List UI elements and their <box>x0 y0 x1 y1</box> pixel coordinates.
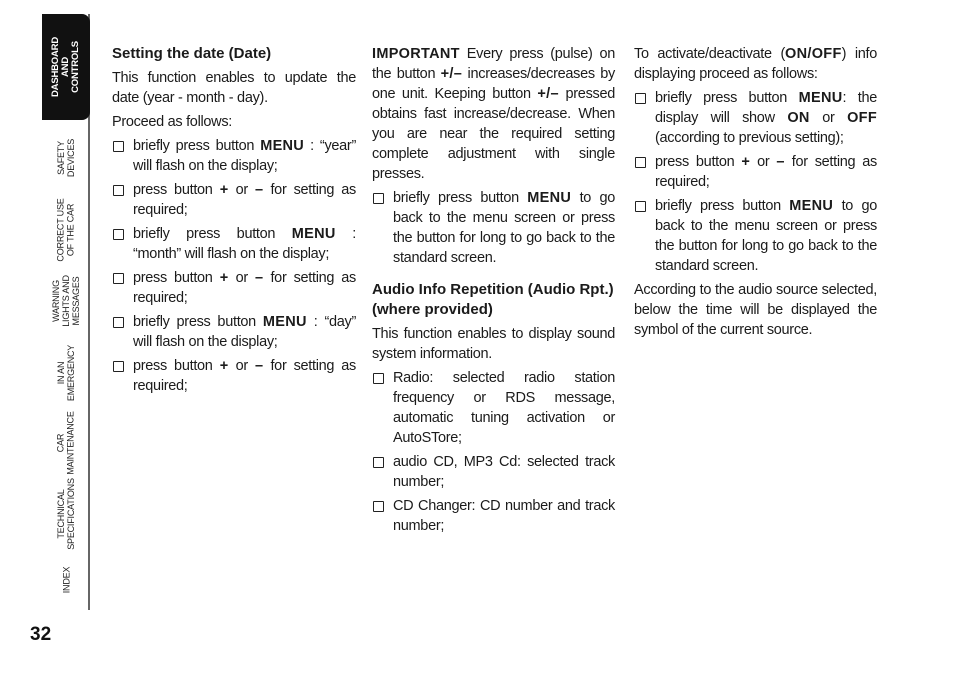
checkbox-bullet-icon <box>113 317 124 328</box>
paragraph-important: IMPORTANT Every press (pulse) on the button +/– increases/decreases by one unit. Keeping button +/– pressed obtains fast increase/decrease. When you are near the required setting complete adjustment with single presses. <box>372 46 616 182</box>
checkbox-bullet-icon <box>373 193 384 204</box>
checkbox-bullet-icon <box>113 141 124 152</box>
checkbox-bullet-icon <box>373 373 384 384</box>
list-item: briefly press button MENU : “month” will flash on the display; <box>112 224 356 264</box>
tab-car-maintenance[interactable] <box>42 408 90 478</box>
column-1 <box>112 44 356 400</box>
tab-in-an-emergency[interactable] <box>42 338 90 408</box>
list-item: press button + or – for setting as required; <box>112 356 356 396</box>
list-item: press button + or – for setting as required; <box>112 180 356 220</box>
checkbox-bullet-icon <box>635 93 646 104</box>
page-number: 32 <box>30 624 52 645</box>
list-item: press button + or – for setting as required; <box>634 152 877 192</box>
paragraph-proceed: Proceed as follows: <box>112 114 233 130</box>
tab-label: CAR MAINTENANCE <box>56 411 76 475</box>
section-heading-audio-info: Audio Info Repetition (Audio Rpt.) (where provided) <box>372 281 614 318</box>
tab-label: TECHNICAL SPECIFICATIONS <box>56 478 77 550</box>
list-item: briefly press button MENU : “day” will flash on the display; <box>112 312 356 352</box>
chapter-sidebar <box>0 0 100 692</box>
tab-label: INDEX <box>60 566 71 594</box>
paragraph-intro: This function enables to display sound system information. <box>372 326 615 362</box>
checkbox-bullet-icon <box>373 457 384 468</box>
tab-correct-use-of-the-car[interactable] <box>42 196 90 264</box>
checkbox-bullet-icon <box>635 157 646 168</box>
list-item: Radio: selected radio station frequency or RDS message, automatic tuning activation or AutoSTore; <box>372 368 615 448</box>
important-label: IMPORTANT <box>372 46 460 62</box>
tab-index[interactable] <box>42 550 90 610</box>
list-item: briefly press button MENU : “year” will flash on the display; <box>112 136 356 176</box>
paragraph-intro: To activate/deactivate (ON/OFF) info displaying proceed as follows: <box>634 46 878 82</box>
list-item: briefly press button MENU to go back to the menu screen or press the button for long to go back to the standard screen. <box>372 188 615 268</box>
checkbox-bullet-icon <box>113 185 124 196</box>
tab-technical-specifications[interactable] <box>42 478 90 550</box>
tab-label: CORRECT USE OF THE CAR <box>56 198 76 262</box>
tab-label: IN AN EMERGENCY <box>56 344 76 402</box>
checkbox-bullet-icon <box>113 361 124 372</box>
column-3 <box>634 44 877 344</box>
tab-warning-lights-and-messages[interactable] <box>42 266 90 336</box>
list-item: audio CD, MP3 Cd: selected track number; <box>372 452 615 492</box>
tab-safety-devices[interactable] <box>42 124 90 192</box>
column-2 <box>372 44 615 540</box>
list-item: briefly press button MENU to go back to the menu screen or press the button for long to go back to the standard screen. <box>634 196 877 276</box>
list-item: briefly press button MENU: the display will show ON or OFF (according to previous setting); <box>634 88 877 148</box>
checkbox-bullet-icon <box>635 201 646 212</box>
paragraph-intro: This function enables to update the date (year - month - day). <box>112 70 356 106</box>
tab-label: WARNING LIGHTS AND MESSAGES <box>51 275 82 327</box>
tab-label: DASHBOARD AND CONTROLS <box>50 37 82 97</box>
tab-dashboard-and-controls[interactable] <box>42 14 90 120</box>
paragraph-outro: According to the audio source selected, below the time will be displayed the symbol of the current source. <box>634 282 877 338</box>
section-heading-date: Setting the date (Date) <box>112 45 272 62</box>
list-item: press button + or – for setting as required; <box>112 268 356 308</box>
checkbox-bullet-icon <box>113 273 124 284</box>
tab-label: SAFETY DEVICES <box>56 138 76 178</box>
list-item: CD Changer: CD number and track number; <box>372 496 615 536</box>
checkbox-bullet-icon <box>113 229 124 240</box>
checkbox-bullet-icon <box>373 501 384 512</box>
